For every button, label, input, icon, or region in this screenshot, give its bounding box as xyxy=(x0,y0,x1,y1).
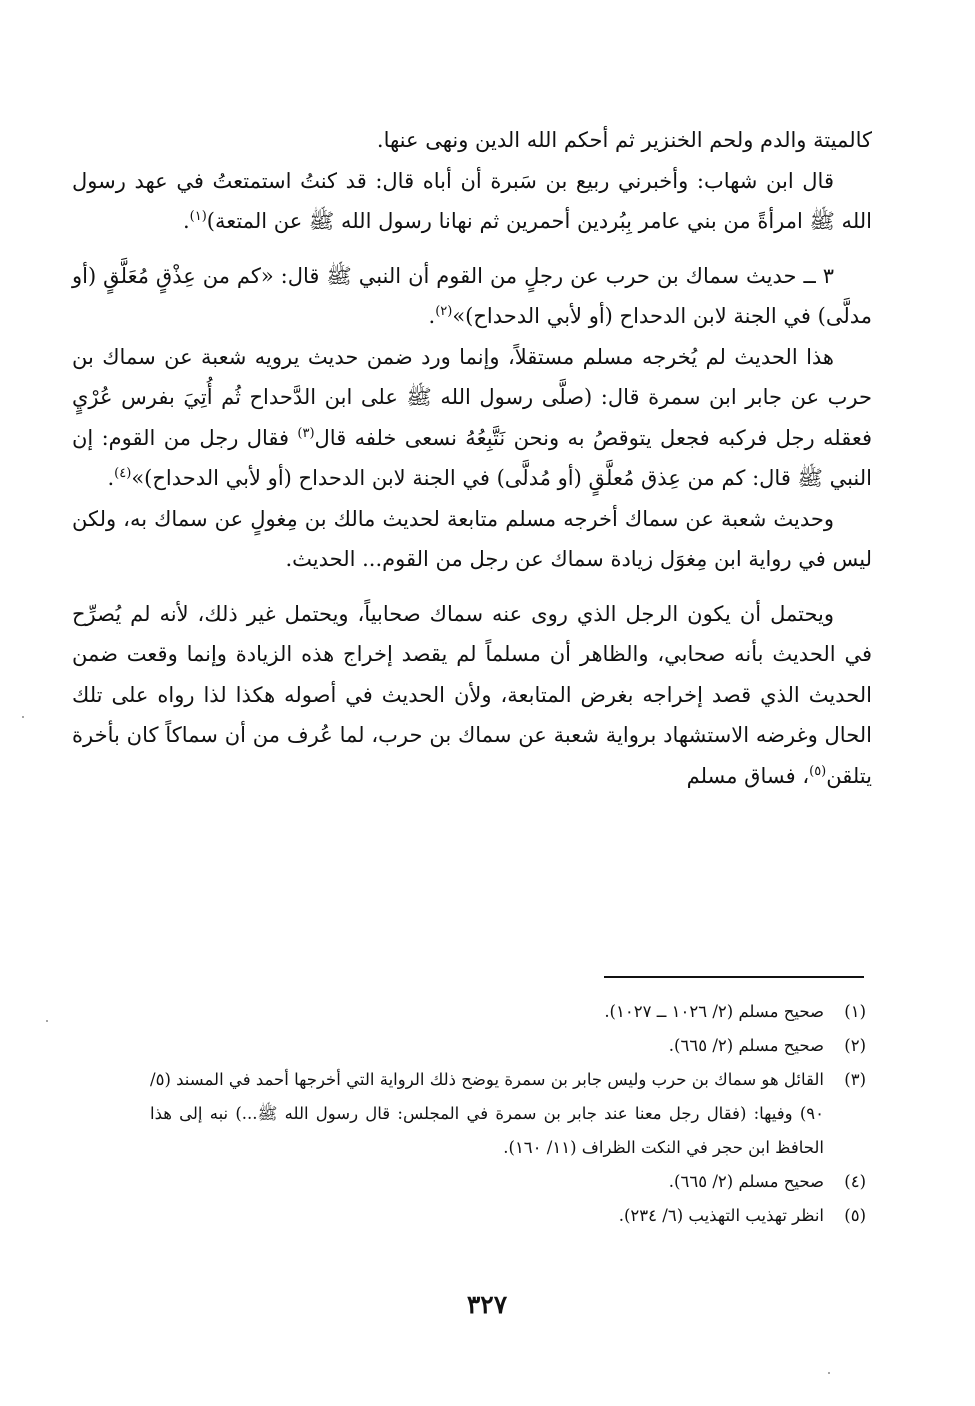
paragraph: ٣ ــ حديث سماك بن حرب عن رجلٍ من القوم أن النبي ﷺ قال: «كم من عِذْقٍ مُعَلَّقٍ (أو مدلَّى) في الجنة لابن الدحداح (أو لأبي الدحداح)»$^{(٢)}$. xyxy=(72,263,872,328)
scan-speck xyxy=(22,716,24,718)
footnote-text: انظر تهذيب التهذيب (٦/ ٢٣٤). xyxy=(618,1206,824,1225)
footnote-number: (١) xyxy=(844,1002,866,1021)
footnote-ref: (٢) xyxy=(435,304,453,319)
footnote xyxy=(150,1029,866,1063)
footnote-number: (٢) xyxy=(844,1036,866,1055)
footnote-number: (٤) xyxy=(844,1172,866,1191)
footnote xyxy=(150,995,866,1029)
footnote xyxy=(150,1063,866,1165)
main-text xyxy=(72,120,872,796)
page-number: ٣٢٧ xyxy=(466,1290,508,1319)
footnote-ref: (٣) xyxy=(297,425,315,441)
footnote-ref: (٥) xyxy=(809,763,827,779)
footnote-separator xyxy=(604,976,864,978)
paragraph: ويحتمل أن يكون الرجل الذي روى عنه سماك صحابياً، ويحتمل غير ذلك، لأنه لم يُصرِّح في الحديث بأنه صحابي، والظاهر أن مسلماً لم يقصد إخراج هذه الزيادة وإنما وقعت ضمن الحديث الذي قصد إخراجه بغرض المتابعة، ولأن الحديث في أصوله هكذا لذا رواه على تلك الحال وغرضه الاستشهاد برواية شعبة عن سماك بن حرب، لما عُرف من أن سماكاً كان بأخرة يتلقن$^{(٥)}$، فساق مسلم xyxy=(72,601,872,788)
footnote-ref: (١) xyxy=(189,209,207,224)
footnote-number: (٥) xyxy=(844,1206,866,1225)
footnote xyxy=(150,1165,866,1199)
footnote xyxy=(150,1199,866,1233)
footnotes xyxy=(150,995,866,1233)
paragraph: قال ابن شهاب: وأخبرني ربيع بن سَبرة أن أباه قال: قد كنتُ استمتعتُ في عهد رسول الله ﷺ امرأةً من بني عامر بِبُردين أحمرين ثم نهانا رسول الله ﷺ عن المتعة)$^{(١)}$. xyxy=(72,168,872,233)
footnote-text: صحيح مسلم (٢/ ٦٦٥). xyxy=(668,1172,824,1191)
footnote-text: القائل هو سماك بن حرب وليس جابر بن سمرة يوضح ذلك الرواية التي أخرجها أحمد في المسند (٥/ ٩٠) وفيها: (فقال رجل معنا عند جابر بن سمرة في المجلس: قال رسول الله ﷺ...) نبه إلى هذا الحافظ ابن حجر في النكت الظراف (١١/ ١٦٠). xyxy=(150,1070,824,1157)
footnote-number: (٣) xyxy=(844,1070,866,1089)
footnote-ref: (٤) xyxy=(114,466,132,481)
paragraph: وحديث شعبة عن سماك أخرجه مسلم متابعة لحديث مالك بن مِغولٍ عن سماك به، ولكن ليس في رواية ابن مِغوَل زيادة سماك عن رجل من القوم... الحديث. xyxy=(72,506,872,571)
paragraph: هذا الحديث لم يُخرجه مسلم مستقلاً، وإنما ورد ضمن حديث يرويه شعبة عن سماك بن حرب عن جابر ابن سمرة قال: (صلَّى رسول الله ﷺ على ابن الدَّحداح ثُم أُتِيَ بفرس عُرْيٍ فعقله رجل فركبه فجعل يتوقصُ به ونحن نَتَّبِعُهُ نسعى خلفه قال$^{(٣)}$ فقال رجل من القوم: إن النبي ﷺ قال: كم من عِذق مُعلَّقٍ (أو مُدلَّى) في الجنة لابن الدحداح (أو لأبي الدحداح)»$^{(٤)}$. xyxy=(72,344,872,490)
footnote-text: صحيح مسلم (٢/ ١٠٢٦ ــ ١٠٢٧). xyxy=(604,1002,824,1021)
scan-speck xyxy=(46,1020,48,1022)
paragraph: كالميتة والدم ولحم الخنزير ثم أحكم الله الدين ونهى عنها. xyxy=(376,128,872,152)
scan-speck xyxy=(828,1372,830,1374)
footnote-text: صحيح مسلم (٢/ ٦٦٥). xyxy=(668,1036,824,1055)
